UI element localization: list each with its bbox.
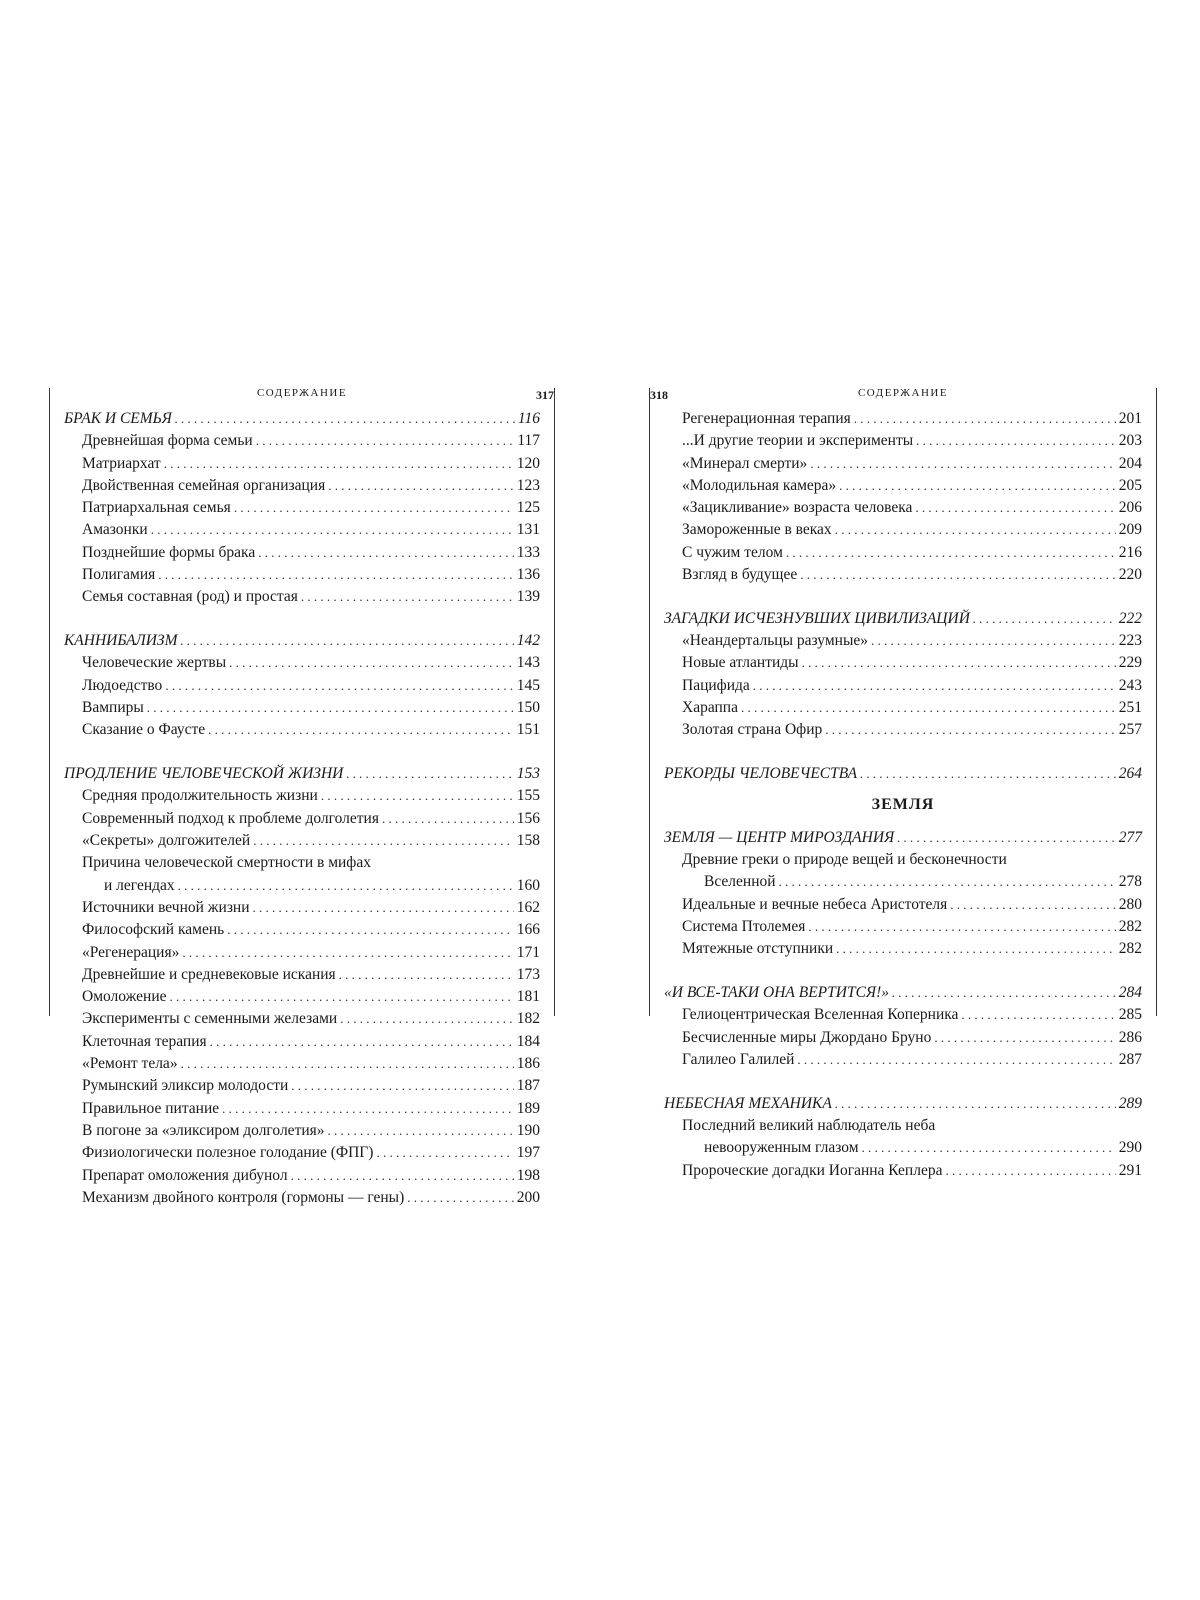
toc-chapter[interactable]: ЗАГАДКИ ИСЧЕЗНУВШИХ ЦИВИЛИЗАЦИЙ . . . 222 xyxy=(664,608,1142,630)
toc-entry[interactable]: Взгляд в будущее . . . 220 xyxy=(664,564,1142,586)
toc-entry[interactable]: Механизм двойного контроля (гормоны — гены) . . . 200 xyxy=(64,1187,540,1209)
table-of-contents xyxy=(64,408,540,1209)
toc-entry[interactable]: Людоедство . . . 145 xyxy=(64,675,540,697)
toc-entry[interactable]: Сказание о Фаусте . . . 151 xyxy=(64,719,540,741)
toc-entry[interactable]: Источники вечной жизни . . . 162 xyxy=(64,897,540,919)
toc-entry[interactable]: Современный подход к проблеме долголетия . . . 156 xyxy=(64,808,540,830)
toc-entry[interactable]: Позднейшие формы брака . . . 133 xyxy=(64,542,540,564)
running-head xyxy=(664,384,1142,402)
toc-entry[interactable]: Правильное питание . . . 189 xyxy=(64,1098,540,1120)
toc-entry[interactable]: «Ремонт тела» . . . 186 xyxy=(64,1053,540,1075)
toc-entry[interactable]: Мятежные отступники . . . 282 xyxy=(664,938,1142,960)
toc-entry[interactable]: Древнейшие и средневековые искания . . . 173 xyxy=(64,964,540,986)
toc-entry[interactable]: Матриархат . . . 120 xyxy=(64,453,540,475)
toc-entry[interactable]: Семья составная (род) и простая . . . 139 xyxy=(64,586,540,608)
toc-chapter[interactable]: ПРОДЛЕНИЕ ЧЕЛОВЕЧЕСКОЙ ЖИЗНИ . . . 153 xyxy=(64,763,540,785)
toc-entry[interactable]: «Секреты» долгожителей . . . 158 xyxy=(64,830,540,852)
toc-entry[interactable]: «Неандертальцы разумные» . . . 223 xyxy=(664,630,1142,652)
toc-entry[interactable]: Средняя продолжительность жизни . . . 155 xyxy=(64,785,540,807)
toc-entry[interactable]: Бесчисленные миры Джордано Бруно . . . 286 xyxy=(664,1027,1142,1049)
toc-entry[interactable]: «Молодильная камера» . . . 205 xyxy=(664,475,1142,497)
toc-entry[interactable]: ...И другие теории и эксперименты . . . 203 xyxy=(664,430,1142,452)
toc-entry-first-line[interactable]: Древние греки о природе вещей и бесконечности xyxy=(682,851,1007,869)
toc-entry[interactable]: и легендах . . . 160 xyxy=(64,875,540,897)
toc-entry[interactable]: Пацифида . . . 243 xyxy=(664,675,1142,697)
page-number: 318 xyxy=(650,388,668,402)
toc-chapter[interactable]: КАННИБАЛИЗМ . . . 142 xyxy=(64,630,540,652)
toc-chapter[interactable]: БРАК И СЕМЬЯ . . . 116 xyxy=(64,408,540,430)
toc-entry[interactable]: Препарат омоложения дибунол . . . 198 xyxy=(64,1165,540,1187)
toc-entry[interactable]: невооруженным глазом . . . 290 xyxy=(664,1137,1142,1159)
toc-entry[interactable]: Замороженные в веках . . . 209 xyxy=(664,519,1142,541)
toc-entry[interactable]: Древнейшая форма семьи . . . 117 xyxy=(64,430,540,452)
page-number: 317 xyxy=(536,388,554,402)
toc-entry[interactable]: Патриархальная семья . . . 125 xyxy=(64,497,540,519)
toc-entry[interactable]: С чужим телом . . . 216 xyxy=(664,542,1142,564)
toc-entry[interactable]: Золотая страна Офир . . . 257 xyxy=(664,719,1142,741)
toc-entry[interactable]: Гелиоцентрическая Вселенная Коперника . . . 285 xyxy=(664,1004,1142,1026)
toc-entry[interactable]: Эксперименты с семенными железами . . . 182 xyxy=(64,1008,540,1030)
toc-entry-first-line[interactable]: Причина человеческой смертности в мифах xyxy=(82,854,371,872)
toc-entry[interactable]: В погоне за «эликсиром долголетия» . . . 190 xyxy=(64,1120,540,1142)
right-page xyxy=(649,387,1157,1179)
toc-entry[interactable]: Философский камень . . . 166 xyxy=(64,919,540,941)
toc-entry[interactable]: Регенерационная терапия . . . 201 xyxy=(664,408,1142,430)
table-of-contents xyxy=(664,408,1142,1182)
toc-entry[interactable]: Идеальные и вечные небеса Аристотеля . . . 280 xyxy=(664,894,1142,916)
toc-entry[interactable]: Физиологически полезное голодание (ФПГ) . . . 197 xyxy=(64,1142,540,1164)
running-head-title: СОДЕРЖАНИЕ xyxy=(857,387,949,399)
toc-entry[interactable]: Пророческие догадки Иоганна Кеплера . . . 291 xyxy=(664,1160,1142,1182)
toc-entry[interactable]: Полигамия . . . 136 xyxy=(64,564,540,586)
toc-entry[interactable]: Человеческие жертвы . . . 143 xyxy=(64,652,540,674)
running-head xyxy=(64,384,540,402)
toc-entry[interactable]: Омоложение . . . 181 xyxy=(64,986,540,1008)
toc-entry[interactable]: Амазонки . . . 131 xyxy=(64,519,540,541)
toc-entry[interactable]: «Регенерация» . . . 171 xyxy=(64,942,540,964)
toc-chapter[interactable]: «И ВСЕ-ТАКИ ОНА ВЕРТИТСЯ!» . . . 284 xyxy=(664,982,1142,1004)
toc-entry[interactable]: «Минерал смерти» . . . 204 xyxy=(664,453,1142,475)
toc-entry[interactable]: Вселенной . . . 278 xyxy=(664,871,1142,893)
toc-entry[interactable]: Галилео Галилей . . . 287 xyxy=(664,1049,1142,1071)
toc-entry[interactable]: Румынский эликсир молодости . . . 187 xyxy=(64,1075,540,1097)
toc-entry[interactable]: Клеточная терапия . . . 184 xyxy=(64,1031,540,1053)
part-heading: ЗЕМЛЯ xyxy=(871,796,935,814)
toc-entry[interactable]: Система Птолемея . . . 282 xyxy=(664,916,1142,938)
toc-entry[interactable]: Двойственная семейная организация . . . 123 xyxy=(64,475,540,497)
toc-chapter[interactable]: РЕКОРДЫ ЧЕЛОВЕЧЕСТВА . . . 264 xyxy=(664,763,1142,785)
toc-chapter[interactable]: ЗЕМЛЯ — ЦЕНТР МИРОЗДАНИЯ . . . 277 xyxy=(664,827,1142,849)
toc-chapter[interactable]: НЕБЕСНАЯ МЕХАНИКА . . . 289 xyxy=(664,1093,1142,1115)
toc-entry[interactable]: «Зацикливание» возраста человека . . . 206 xyxy=(664,497,1142,519)
left-page xyxy=(49,387,555,1206)
toc-entry-first-line[interactable]: Последний великий наблюдатель неба xyxy=(682,1117,936,1135)
toc-entry[interactable]: Вампиры . . . 150 xyxy=(64,697,540,719)
toc-entry[interactable]: Хараппа . . . 251 xyxy=(664,697,1142,719)
toc-entry[interactable]: Новые атлантиды . . . 229 xyxy=(664,652,1142,674)
running-head-title: СОДЕРЖАНИЕ xyxy=(256,387,348,399)
